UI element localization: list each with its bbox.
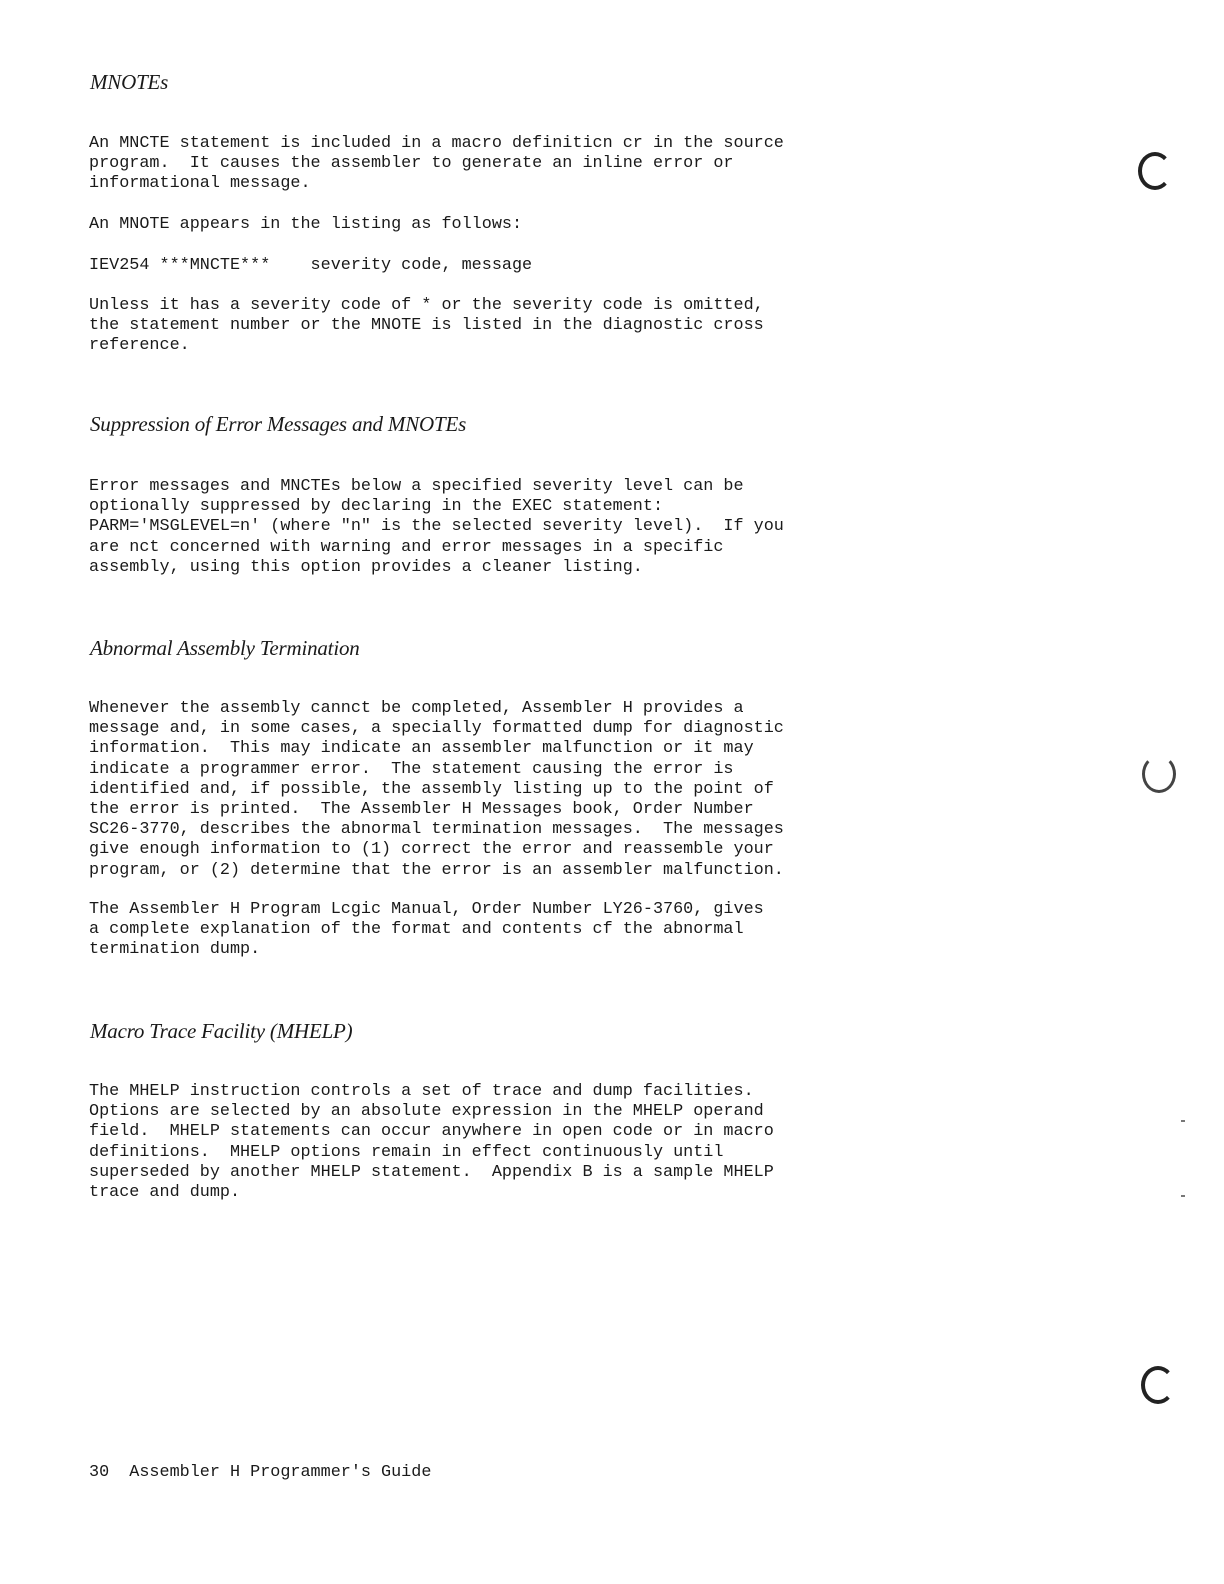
paragraph: Error messages and MNCTEs below a specified severity level can be optionally suppressed by declaring in the EXEC statement: PARM='MSGLEVEL=n' (where "n" is the selected severity level). If you are nct concerned with warning and error messages in a specific assembly, using this option provides a cleaner listing. <box>89 477 784 577</box>
section-heading-mnotes: MNOTEs <box>90 70 169 94</box>
section-heading-suppression: Suppression of Error Messages and MNOTEs <box>90 412 467 436</box>
binder-hole-icon <box>1141 1366 1175 1404</box>
binder-hole-icon <box>1138 152 1172 190</box>
paragraph: The MHELP instruction controls a set of trace and dump facilities. Options are selected by an absolute expression in the MHELP operand field. MHELP statements can occur anywhere in open code or in macro definitions. MHELP options remain in effect continuously until superseded by another MHELP statement. Appendix B is a sample MHELP trace and dump. <box>89 1082 774 1203</box>
scan-speck <box>1181 1195 1185 1197</box>
paragraph: Unless it has a severity code of * or the severity code is omitted, the statement number or the MNOTE is listed in the diagnostic cross reference. <box>89 296 764 356</box>
paragraph: An MNCTE statement is included in a macro definiticn cr in the source program. It causes the assembler to generate an inline error or informational message. <box>89 134 784 194</box>
section-heading-abnormal-termination: Abnormal Assembly Termination <box>90 636 360 660</box>
section-heading-macro-trace: Macro Trace Facility (MHELP) <box>90 1019 353 1043</box>
page-footer: 30 Assembler H Programmer's Guide <box>89 1463 432 1482</box>
paragraph: An MNOTE appears in the listing as follows: <box>89 215 523 234</box>
paragraph: Whenever the assembly cannct be completed, Assembler H provides a message and, in some cases, a specially formatted dump for diagnostic information. This may indicate an assembler malfunction or it may indicate a programmer error. The statement causing the error is identified and, if possible, the assembly listing up to the point of the error is printed. The Assembler H Messages book, Order Number SC26-3770, describes the abnormal termination messages. The messages give enough information to (1) correct the error and reassemble your program, or (2) determine that the error is an assembler malfunction. <box>89 699 784 880</box>
paragraph: The Assembler H Program Lcgic Manual, Order Number LY26-3760, gives a complete explanation of the format and contents cf the abnormal termination dump. <box>89 900 764 960</box>
mnote-format-line: IEV254 ***MNCTE*** severity code, message <box>89 256 533 275</box>
binder-hole-icon <box>1142 755 1176 793</box>
scan-speck <box>1181 1120 1185 1122</box>
